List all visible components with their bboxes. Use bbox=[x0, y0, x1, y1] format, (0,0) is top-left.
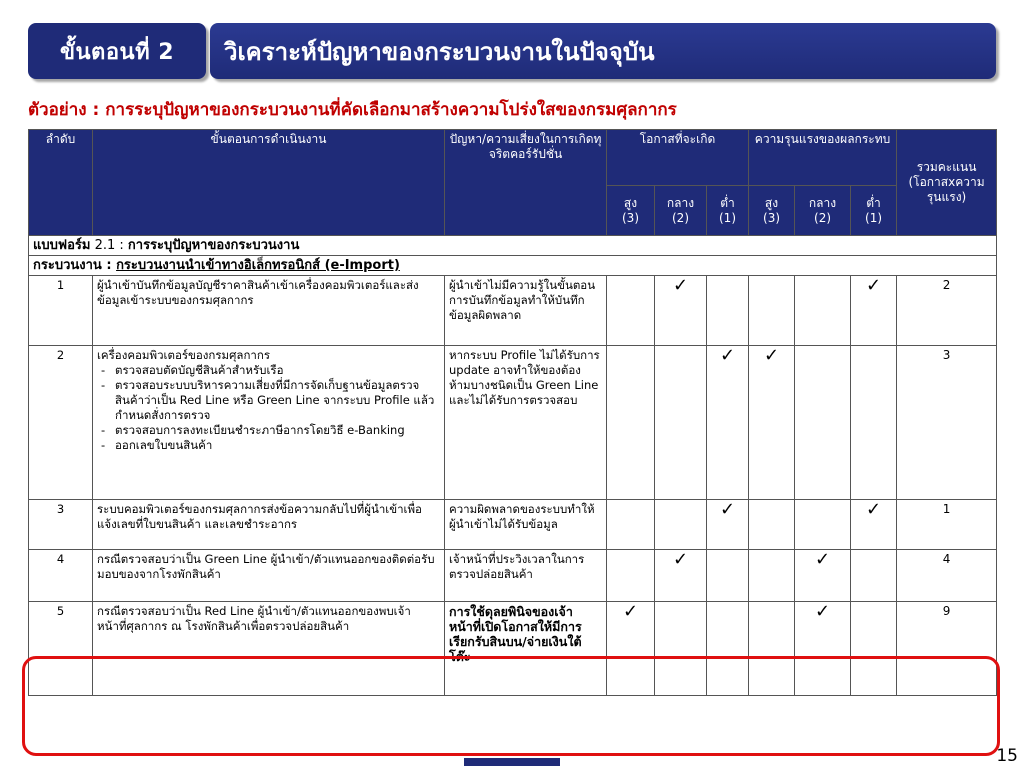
row-seq: 1 bbox=[29, 276, 93, 346]
row-problem: ความผิดพลาดของระบบทำให้ผู้นำเข้าไม่ได้รับข้อมูล bbox=[445, 500, 607, 550]
col-likelihood-high: สูง (3) bbox=[607, 186, 655, 236]
row-score: 9 bbox=[897, 602, 997, 696]
col-problem: ปัญหา/ความเสี่ยงในการเกิดทุจริตคอร์รัปชั่น bbox=[445, 130, 607, 236]
row-score: 3 bbox=[897, 346, 997, 500]
row-seq: 4 bbox=[29, 550, 93, 602]
problem-form-table bbox=[28, 129, 997, 696]
list-item: - ตรวจสอบตัดบัญชีสินค้าสำหรับเรือ bbox=[97, 363, 440, 378]
form-title-row bbox=[29, 236, 997, 256]
table-row bbox=[29, 346, 997, 500]
row-problem: หากระบบ Profile ไม่ได้รับการ update อาจทำให้ของต้องห้ามบางชนิดเป็น Green Line และไม่ได้รับการตรวจสอบ bbox=[445, 346, 607, 500]
col-steps: ขั้นตอนการดำเนินงาน bbox=[93, 130, 445, 236]
row-step: กรณีตรวจสอบว่าเป็น Red Line ผู้นำเข้า/ตัวแทนออกของพบเจ้าหน้าที่ศุลกากร ณ โรงพักสินค้าเพื่อตรวจปล่อยสินค้า bbox=[93, 602, 445, 696]
row-score: 2 bbox=[897, 276, 997, 346]
list-item: - ตรวจสอบระบบบริหารความเสี่ยงที่มีการจัดเก็บฐานข้อมูลตรวจสินค้าว่าเป็น Red Line หรือ Green Line จากระบบ Profile แล้วกำหนดสั่งการตรวจ bbox=[97, 378, 440, 423]
check-icon: ✓ bbox=[749, 346, 795, 500]
table-row bbox=[29, 500, 997, 550]
check-icon: ✓ bbox=[655, 276, 707, 346]
process-label: กระบวนงาน : bbox=[33, 258, 117, 273]
form-title: การระบุปัญหาของกระบวนงาน bbox=[127, 238, 300, 253]
check-icon: ✓ bbox=[707, 346, 749, 500]
col-seq: ลำดับ bbox=[29, 130, 93, 236]
check-icon: ✓ bbox=[607, 602, 655, 696]
page-title: วิเคราะห์ปัญหาของกระบวนงานในปัจจุบัน bbox=[224, 37, 655, 66]
form-label: แบบฟอร์ม bbox=[33, 238, 91, 253]
process-row bbox=[29, 256, 997, 276]
row-step: เครื่องคอมพิวเตอร์ของกรมศุลกากร bbox=[97, 348, 271, 362]
list-item: - ออกเลขใบขนสินค้า bbox=[97, 438, 440, 453]
col-severity-high: สูง (3) bbox=[749, 186, 795, 236]
subtitle: ตัวอย่าง : การระบุปัญหาของกระบวนงานที่คัดเลือกมาสร้างความโปร่งใสของกรมศุลกากร bbox=[28, 100, 677, 120]
page-number: 15 bbox=[996, 746, 1018, 766]
list-item: - ตรวจสอบการลงทะเบียนชำระภาษีอากรโดยวิธี e-Banking bbox=[97, 423, 440, 438]
col-severity-mid: กลาง (2) bbox=[795, 186, 851, 236]
table-row bbox=[29, 276, 997, 346]
col-severity: ความรุนแรงของผลกระทบ bbox=[749, 130, 897, 186]
footer-logo bbox=[464, 758, 560, 766]
row-score: 4 bbox=[897, 550, 997, 602]
check-icon: ✓ bbox=[655, 550, 707, 602]
row-step: ระบบคอมพิวเตอร์ของกรมศุลกากรส่งข้อความกลับไปที่ผู้นำเข้าเพื่อแจ้งเลขที่ใบขนสินค้า และเลขชำระอากร bbox=[93, 500, 445, 550]
row-seq: 3 bbox=[29, 500, 93, 550]
row-problem: การใช้ดุลยพินิจของเจ้าหน้าที่เปิดโอกาสให้มีการเรียกรับสินบน/จ่ายเงินใต้โต๊ะ bbox=[445, 602, 607, 696]
check-icon: ✓ bbox=[795, 602, 851, 696]
sub-item-list bbox=[97, 363, 440, 453]
col-likelihood-mid: กลาง (2) bbox=[655, 186, 707, 236]
process-name: กระบวนงานนำเข้าทางอิเล็กทรอนิกส์ (e-Import) bbox=[116, 258, 400, 273]
row-seq: 2 bbox=[29, 346, 93, 500]
table-row bbox=[29, 602, 997, 696]
check-icon: ✓ bbox=[851, 500, 897, 550]
title-bar bbox=[210, 23, 996, 79]
check-icon: ✓ bbox=[851, 276, 897, 346]
row-problem: เจ้าหน้าที่ประวิงเวลาในการตรวจปล่อยสินค้า bbox=[445, 550, 607, 602]
row-problem: ผู้นำเข้าไม่มีความรู้ในขั้นตอนการบันทึกข้อมูลทำให้บันทึกข้อมูลผิดพลาด bbox=[445, 276, 607, 346]
col-severity-low: ต่ำ (1) bbox=[851, 186, 897, 236]
table-row bbox=[29, 550, 997, 602]
step-label: ขั้นตอนที่ 2 bbox=[59, 39, 175, 65]
check-icon: ✓ bbox=[707, 500, 749, 550]
step-badge bbox=[28, 23, 206, 79]
row-step: กรณีตรวจสอบว่าเป็น Green Line ผู้นำเข้า/ตัวแทนออกของติดต่อรับมอบของจากโรงพักสินค้า bbox=[93, 550, 445, 602]
row-score: 1 bbox=[897, 500, 997, 550]
check-icon: ✓ bbox=[795, 550, 851, 602]
col-likelihood-low: ต่ำ (1) bbox=[707, 186, 749, 236]
col-likelihood: โอกาสที่จะเกิด bbox=[607, 130, 749, 186]
row-step: ผู้นำเข้าบันทึกข้อมูลบัญชีราคาสินค้าเข้าเครื่องคอมพิวเตอร์และส่งข้อมูลเข้าระบบของกรมศุลกากร bbox=[93, 276, 445, 346]
form-number: 2.1 : bbox=[90, 238, 128, 253]
row-seq: 5 bbox=[29, 602, 93, 696]
col-total: รวมคะแนน (โอกาสxความรุนแรง) bbox=[897, 130, 997, 236]
